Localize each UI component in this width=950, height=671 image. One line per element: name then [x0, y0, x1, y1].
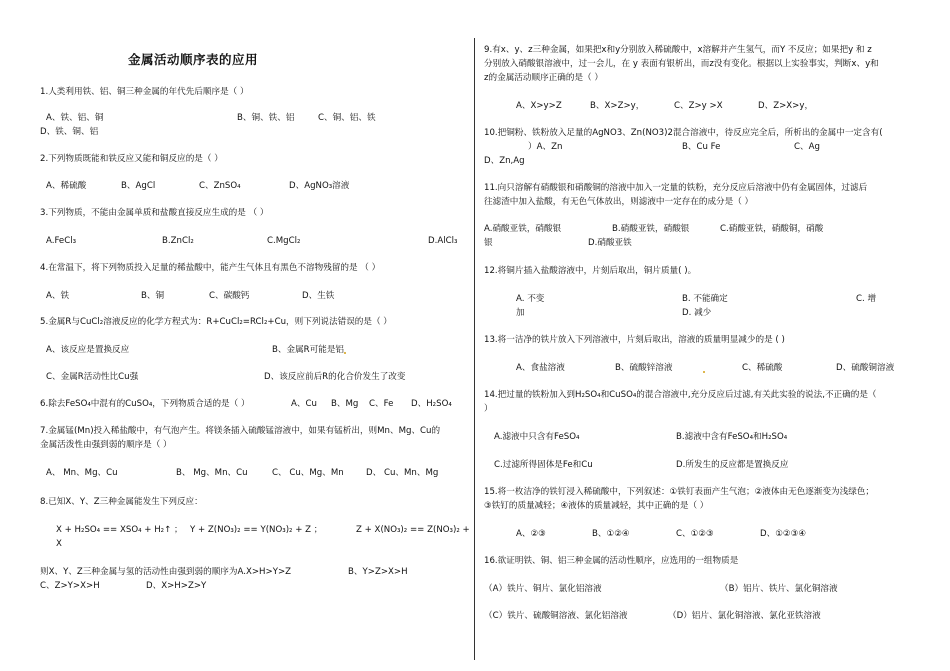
q1-option-d: D、铁、铜、铝 [40, 127, 99, 137]
q14-option-a: A.滤液中只含有FeSO₄ [494, 432, 580, 442]
q7-stem-line2: 金属活泼性由强到弱的顺序是（ ） [40, 440, 172, 450]
column-divider [474, 38, 475, 660]
q11-stem-line1: 11.向只溶解有硝酸银和硝酸铜的溶液中加入一定量的铁粉，充分反应后溶液中仍有金属固体，过滤后 [484, 183, 868, 193]
q10-option-b: B、Cu Fe [682, 142, 721, 152]
q4-option-a: A、铁 [46, 291, 70, 301]
q10-stem: 10.把铜粉、铁粉放入足量的AgNO3、Zn(NO3)2混合溶液中，待反应完全后，所析出的金属中一定含有( [484, 128, 883, 138]
q15-stem-line2: ③铁钉的质量减轻；④液体的质量减轻，其中正确的是（ ） [484, 501, 709, 511]
q5-option-c: C、金属R活动性比Cu强 [46, 372, 139, 382]
q9-stem-line2: 分别放入硝酸银溶液中，过一会儿，在 y 表面有银析出，而z没有变化。根据以上实验事实，判断x、y和 [484, 59, 879, 69]
q8-equation-3-tail: X [56, 539, 62, 549]
q8-equation-1: X + H₂SO₄ == XSO₄ + H₂↑ ； [56, 525, 183, 535]
q12-option-c-tail: 加 [516, 308, 525, 318]
q13-option-d: D、硫酸铜溶液 [836, 363, 895, 373]
q8-equation-2: Y + Z(NO₃)₂ == Y(NO₃)₂ + Z ； [190, 525, 323, 535]
q5-stem: 5.金属R与CuCl₂溶液反应的化学方程式为：R+CuCl₂=RCl₂+Cu，则下列说法错误的是（ ） [40, 317, 392, 327]
q7-option-d: D、 Cu、Mn、Mg [366, 468, 439, 478]
q7-option-a: A、 Mn、Mg、Cu [46, 468, 118, 478]
q16-option-b: （B）铝片、铁片、氯化铜溶液 [720, 584, 838, 594]
q15-option-d: D、①②③④ [760, 529, 807, 539]
q5-option-b: B、金属R可能是铝 [272, 345, 345, 355]
q8-equation-3: Z + X(NO₃)₂ == Z(NO₃)₂ + [356, 525, 470, 535]
q9-option-a: A、X>y>Z [516, 101, 562, 111]
q11-option-c-tail: 银 [484, 238, 493, 248]
q16-option-d: （D）铝片、氯化铜溶液、氯化亚铁溶液 [668, 611, 821, 621]
q6-option-c: C、Fe [369, 399, 394, 409]
q6-stem: 6.除去FeSO₄中混有的CuSO₄，下列物质合适的是（ ） [40, 399, 250, 409]
q15-stem-line1: 15.将一枚洁净的铁钉浸入稀硫酸中，下列叙述：①铁钉表面产生气泡；②液体由无色逐渐变为浅绿色； [484, 487, 875, 497]
q12-option-d: D. 减少 [682, 308, 712, 318]
page-title: 金属活动顺序表的应用 [128, 52, 259, 67]
q8-option-b: B、Y>Z>X>H [348, 567, 408, 577]
q14-stem-line2: ） [484, 404, 493, 414]
q2-option-d: D、AgNO₃溶液 [289, 181, 350, 191]
q5-option-a: A、该反应是置换反应 [46, 345, 130, 355]
q4-option-c: C、碳酸钙 [209, 291, 250, 301]
q1-stem: 1.人类利用铁、铝、铜三种金属的年代先后顺序是（ ） [40, 87, 249, 97]
q3-option-c: C.MgCl₂ [267, 236, 301, 246]
q12-option-c: C. 增 [856, 294, 877, 304]
q10-option-c: C、Ag [794, 142, 820, 152]
q8-option-c: C、Z>Y>X>H [40, 581, 100, 591]
q3-option-a: A.FeCl₃ [46, 236, 77, 246]
q2-stem: 2.下列物质既能和铁反应又能和铜反应的是（ ） [40, 154, 223, 164]
q12-option-a: A. 不变 [516, 294, 545, 304]
q15-option-b: B、①②④ [592, 529, 630, 539]
q3-option-b: B.ZnCl₂ [162, 236, 194, 246]
q8-option-d: D、X>H>Z>Y [146, 581, 207, 591]
q6-option-a: A、Cu [291, 399, 317, 409]
q8-stem: 8.已知X、Y、Z三种金属能发生下列反应： [40, 497, 203, 507]
q1-option-a: A、铁、铝、铜 [46, 113, 104, 123]
stray-mark [344, 352, 346, 354]
q4-option-b: B、铜 [141, 291, 165, 301]
q9-option-b: B、X>Z>y， [590, 101, 645, 111]
q9-option-c: C、Z>y >X [674, 101, 723, 111]
q14-option-c: C.过滤所得固体是Fe和Cu [494, 460, 593, 470]
q15-option-a: A、②③ [516, 529, 546, 539]
q4-option-d: D、生铁 [302, 291, 335, 301]
q2-option-b: B、AgCl [121, 181, 156, 191]
q11-option-d: D.硝酸亚铁 [588, 238, 632, 248]
q11-option-a: A.硝酸亚铁，硝酸银 [484, 224, 562, 234]
q10-option-d: D、Zn,Ag [484, 156, 525, 166]
q7-stem-line1: 7.金属锰(Mn)投入稀盐酸中，有气泡产生。将镁条插入硫酸锰溶液中，如果有锰析出，则Mn、Mg、Cu的 [40, 426, 441, 436]
q16-option-a: （A）铁片、铜片、氯化铝溶液 [484, 584, 602, 594]
q14-stem-line1: 14.把过量的铁粉加入到H₂SO₄和CuSO₄的混合溶液中,充分反应后过滤,有关此实验的说法,不正确的是（ [484, 390, 877, 400]
q8-line: 则X、Y、Z三种金属与氢的活动性由强到弱的顺序为A.X>H>Y>Z [40, 567, 292, 577]
stray-mark-2 [703, 371, 705, 373]
q14-option-b: B.滤液中含有FeSO₄和H₂SO₄ [676, 432, 788, 442]
q1-option-b: B、铜、铁、铝 [237, 113, 295, 123]
q13-stem: 13.将一洁净的铁片放入下列溶液中，片刻后取出，溶液的质量明显减少的是 ( ) [484, 335, 785, 345]
q3-option-d: D.AlCl₃ [428, 236, 458, 246]
q2-option-a: A、稀硫酸 [46, 181, 87, 191]
q10-option-a: ）A、Zn [528, 142, 563, 152]
q16-option-c: （C）铁片、硫酸铜溶液、氯化铝溶液 [484, 611, 628, 621]
q11-option-b: B.硝酸亚铁，硝酸银 [612, 224, 690, 234]
q5-option-d: D、该反应前后R的化合价发生了改变 [264, 372, 406, 382]
q12-stem: 12.将铜片插入盐酸溶液中，片刻后取出，铜片质量( )。 [484, 266, 697, 276]
q16-stem: 16.欲证明铁、铜、铝三种金属的活动性顺序，应选用的一组物质是 [484, 556, 739, 566]
q7-option-b: B、 Mg、Mn、Cu [176, 468, 248, 478]
q4-stem: 4.在常温下，将下列物质投入足量的稀盐酸中，能产生气体且有黑色不溶物残留的是 （ ） [40, 263, 381, 273]
q11-stem-line2: 往滤渣中加入盐酸，有无色气体放出，则滤液中一定存在的成分是（ ） [484, 197, 754, 207]
q7-option-c: C、 Cu、Mg、Mn [272, 468, 344, 478]
q12-option-b: B. 不能确定 [682, 294, 728, 304]
q13-option-a: A、食盐溶液 [516, 363, 565, 373]
q15-option-c: C、①②③ [676, 529, 714, 539]
q9-stem-line1: 9.有x、y、z三种金属，如果把x和y分别放入稀硫酸中，x溶解并产生氢气，而Y 不反应；如果把y 和 z [484, 45, 872, 55]
q9-option-d: D、Z>X>y， [758, 101, 814, 111]
q9-stem-line3: z的金属活动顺序正确的是（ ） [484, 73, 603, 83]
q1-option-c: C、铜、铝、铁 [318, 113, 376, 123]
q13-option-b: B、硫酸锌溶液 [615, 363, 673, 373]
q13-option-c: C、稀硫酸 [742, 363, 783, 373]
q11-option-c: C.硝酸亚铁，硝酸铜，硝酸 [720, 224, 824, 234]
q6-option-d: D、H₂SO₄ [411, 399, 452, 409]
q14-option-d: D.所发生的反应都是置换反应 [676, 460, 789, 470]
q2-option-c: C、ZnSO₄ [199, 181, 241, 191]
q6-option-b: B、Mg [331, 399, 359, 409]
q3-stem: 3.下列物质，不能由金属单质和盐酸直接反应生成的是 （ ） [40, 208, 269, 218]
